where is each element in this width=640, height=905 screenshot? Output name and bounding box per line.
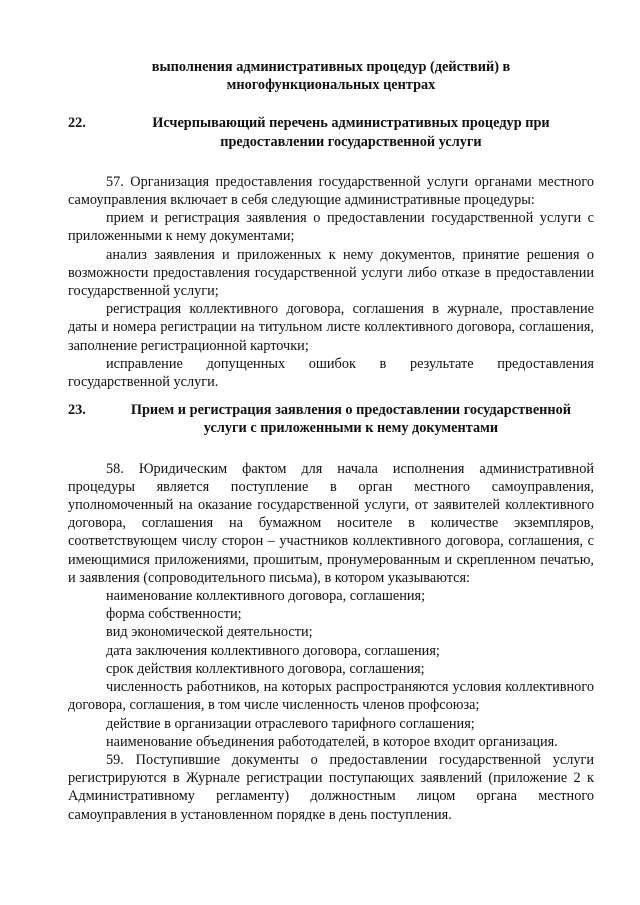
list-item-employers-association: наименование объединения работодателей, в которое входит организация. bbox=[106, 733, 558, 750]
list-item-employee-count: численность работников, на которых распространяются условия коллективного договора, соглашения, в том числе численность членов профсоюза; bbox=[68, 679, 594, 714]
section-22-heading bbox=[68, 114, 594, 150]
continued-heading-line-2: многофункциональных центрах bbox=[226, 77, 436, 94]
paragraph-57: 57. Организация предоставления государственной услуги органами местного самоуправления включает в себя следующие административные процедуры: bbox=[68, 173, 594, 209]
list-item-conclusion-date: дата заключения коллективного договора, соглашения; bbox=[106, 642, 440, 659]
section-23-title: Прием и регистрация заявления о предоставлении государственной услуги с приложенными к нему документами bbox=[130, 402, 572, 437]
list-item-economic-activity: вид экономической деятельности; bbox=[106, 624, 313, 641]
section-23-number: 23. bbox=[68, 402, 86, 419]
list-item-correction: исправление допущенных ошибок в результате предоставления государственной услуги. bbox=[68, 355, 594, 391]
list-item-analysis: анализ заявления и приложенных к нему документов, принятие решения о возможности предоставления государственной услуги либо отказе в предоставлении государственной услуги; bbox=[68, 246, 594, 300]
paragraph-58: 58. Юридическим фактом для начала исполнения административной процедуры является поступление в орган местного самоуправления, уполномоченный на оказание государственной услуги, от заявителей коллективного договора, соглашения на бумажном носителе в количестве экземпляров, соответствующем числу сторон – участников коллективного договора, соглашения, с имеющимися приложениями, прошитым, пронумерованным и скрепленном печатью, и заявления (сопроводительного письма), в котором указываются: bbox=[68, 460, 594, 586]
paragraph-59: 59. Поступившие документы о предоставлении государственной услуги регистрируются в Журнале регистрации поступающих заявлений (приложение 2 к Административному регламенту) должностным лицом органа местного самоуправления в установленном порядке в день поступления. bbox=[68, 751, 594, 823]
continued-heading-line-1: выполнения административных процедур (действий) в bbox=[151, 59, 511, 75]
list-item-registration: регистрация коллективного договора, соглашения в журнале, проставление даты и номера регистрации на титульном листе коллективного договора, соглашения, заполнение регистрационной карточки; bbox=[68, 301, 594, 354]
list-item-reception: прием и регистрация заявления о предоставлении государственной услуги с приложенными к нему документами; bbox=[68, 210, 594, 245]
list-item-agreement-name: наименование коллективного договора, соглашения; bbox=[106, 588, 426, 605]
section-22-number: 22. bbox=[68, 115, 86, 132]
section-23-heading bbox=[68, 401, 594, 437]
list-item-ownership-form: форма собственности; bbox=[106, 606, 242, 623]
section-22-title: Исчерпывающий перечень административных процедур при предоставлении государственной услуги bbox=[152, 115, 550, 150]
list-item-validity-period: срок действия коллективного договора, соглашения; bbox=[106, 660, 425, 677]
list-item-tariff-agreement: действие в организации отраслевого тарифного соглашения; bbox=[106, 715, 475, 732]
